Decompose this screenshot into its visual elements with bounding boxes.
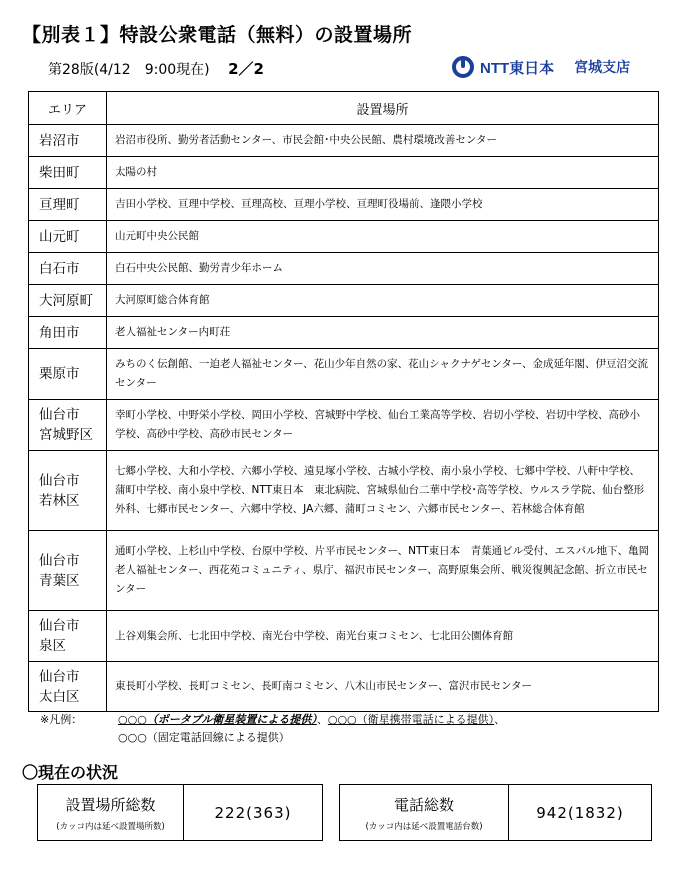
area-cell <box>29 285 107 317</box>
locations-table <box>28 91 659 712</box>
page-number: 2／2 <box>228 60 264 78</box>
phones-total-label: 電話総数 <box>393 795 454 814</box>
locations-total-box <box>37 784 323 841</box>
area-name: 泉区 <box>39 638 66 654</box>
area-name: 宮城野区 <box>39 427 93 443</box>
table-row <box>29 317 659 349</box>
brand-block <box>452 52 630 82</box>
area-name: 角田市 <box>39 324 80 341</box>
locations-total-value: 222(363) <box>214 803 292 822</box>
area-cell <box>29 531 107 611</box>
area-name: 柴田町 <box>39 164 80 181</box>
area-cell <box>29 400 107 451</box>
area-name: 白石市 <box>39 260 80 277</box>
locations-total-label: 設置場所総数 <box>65 795 156 814</box>
legend-satellite: ○○○（衛星携帯電話による提供） <box>327 713 495 726</box>
legend-line-1 <box>40 711 505 729</box>
ntt-logo-icon <box>452 56 474 78</box>
area-cell <box>29 317 107 349</box>
area-name: 仙台市 <box>39 618 80 634</box>
legend-separator: 、 <box>316 713 328 726</box>
area-cell <box>29 125 107 157</box>
brand-name: NTT東日本 <box>480 59 555 77</box>
table-row <box>29 189 659 221</box>
area-name: 山元町 <box>39 228 80 245</box>
locations-total-label-cell <box>38 785 184 840</box>
area-name: 仙台市 <box>39 472 80 489</box>
edition-line <box>48 58 264 79</box>
table-row <box>29 349 659 400</box>
places-cell: 吉田小学校、亘理中学校、亘理高校、亘理小学校、亘理町役場前、逢隈小学校 <box>107 189 659 221</box>
column-header-area: エリア <box>29 92 107 125</box>
phones-total-label-cell <box>340 785 509 840</box>
legend <box>40 711 505 747</box>
area-name: 大河原町 <box>39 292 93 309</box>
area-name: 仙台市 <box>39 407 80 423</box>
locations-total-note: (カッコ内は延べ設置場所数) <box>56 821 165 832</box>
table-header-row <box>29 92 659 125</box>
phones-total-note: (カッコ内は延べ設置電話台数) <box>365 821 483 832</box>
table-row <box>29 531 659 611</box>
legend-portable: ○○○（ポータブル衛星装置による提供） <box>118 713 317 726</box>
area-name: 太白区 <box>39 688 80 705</box>
places-cell: 大河原町総合体育館 <box>107 285 659 317</box>
phones-total-box <box>339 784 652 841</box>
table-row <box>29 451 659 531</box>
places-cell: 太陽の村 <box>107 157 659 189</box>
page-title: 【別表１】特設公衆電話（無料）の設置場所 <box>22 24 413 46</box>
legend-label: ※凡例： <box>40 713 83 726</box>
table-row <box>29 157 659 189</box>
table-row <box>29 285 659 317</box>
places-cell: 山元町中央公民館 <box>107 221 659 253</box>
places-cell: みちのく伝創館、一迫老人福祉センター、花山少年自然の家、花山シャクナゲセンター、金成延年閣、伊豆沼交流センター <box>107 349 659 400</box>
edition-label: 第28版(4/12 9:00現在) <box>48 62 210 78</box>
places-cell: 東長町小学校、長町コミセン、長町南コミセン、八木山市民センター、富沢市民センター <box>107 662 659 712</box>
area-name: 青葉区 <box>39 572 80 589</box>
area-cell <box>29 253 107 285</box>
area-name: 若林区 <box>39 492 80 509</box>
places-cell: 上谷刈集会所、七北田中学校、南光台中学校、南光台東コミセン、七北田公園体育館 <box>107 611 659 662</box>
places-cell: 白石中央公民館、勤労青少年ホーム <box>107 253 659 285</box>
table-row <box>29 253 659 285</box>
places-cell: 幸町小学校、中野栄小学校、岡田小学校、宮城野中学校、仙台工業高等学校、岩切小学校、岩切中学校、高砂小学校、高砂中学校、高砂市民センター <box>107 400 659 451</box>
legend-line-2 <box>40 729 505 747</box>
table-row <box>29 400 659 451</box>
area-name: 仙台市 <box>39 552 80 569</box>
area-cell <box>29 221 107 253</box>
places-cell: 岩沼市役所、勤労者活動センター、市民会館･中央公民館、農村環境改善センター <box>107 125 659 157</box>
branch-name: 宮城支店 <box>574 60 631 76</box>
area-cell <box>29 157 107 189</box>
area-cell <box>29 611 107 662</box>
area-name: 仙台市 <box>39 668 80 685</box>
column-header-places: 設置場所 <box>107 92 659 125</box>
status-title: 〇現在の状況 <box>22 763 119 782</box>
legend-separator: 、 <box>494 713 506 726</box>
area-cell <box>29 662 107 712</box>
area-name: 亘理町 <box>39 196 80 213</box>
area-cell <box>29 349 107 400</box>
places-cell: 老人福祉センター内町荘 <box>107 317 659 349</box>
table-row <box>29 125 659 157</box>
places-cell: 七郷小学校、大和小学校、六郷小学校、遠見塚小学校、古城小学校、南小泉小学校、七郷中学校、八軒中学校、蒲町中学校、南小泉中学校、NTT東日本 東北病院、宮城県仙台二華中学校･高等学校、ウルスラ学院、仙台整形外科、七郷市民センター、六郷中学校、JA六郷、蒲町コミセン、六郷市民センター、若林総合体育館 <box>107 451 659 531</box>
table-row <box>29 221 659 253</box>
places-cell: 通町小学校、上杉山中学校、台原中学校、片平市民センター、NTT東日本 青葉通ビル受付、エスパル地下、亀岡老人福祉センター、西花苑コミュニティ、県庁、福沢市民センター、高野原集会所、戦災復興記念館、折立市民センター <box>107 531 659 611</box>
table-row <box>29 662 659 712</box>
area-cell <box>29 189 107 221</box>
area-name: 岩沼市 <box>39 132 80 149</box>
area-cell <box>29 451 107 531</box>
area-name: 栗原市 <box>39 366 80 382</box>
table-row <box>29 611 659 662</box>
phones-total-value: 942(1832) <box>536 803 624 822</box>
legend-fixed: ○○○（固定電話回線による提供） <box>118 731 290 744</box>
